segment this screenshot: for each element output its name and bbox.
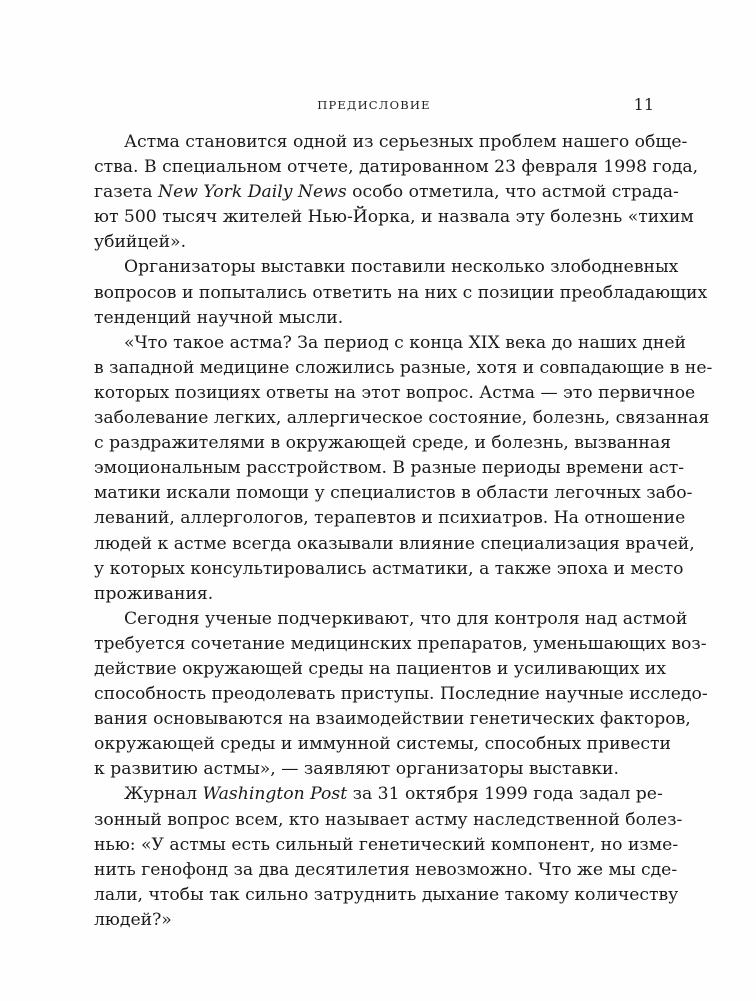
text-segment: требуется сочетание медицинских препаратов, уменьшающих воз- [94, 633, 707, 654]
text-segment: людей к астме всегда оказывали влияние специализация врачей, [94, 533, 695, 554]
text-line [94, 632, 707, 657]
italic-title: Washington Post [202, 784, 348, 805]
text-line [94, 707, 691, 732]
text-segment: убийцей». [94, 232, 187, 253]
text-segment: особо отметила, что астмой страда- [346, 182, 679, 203]
text-line [94, 155, 699, 180]
text-segment: Астма становится одной из серьезных проблем нашего обще- [124, 132, 688, 152]
text-line [94, 506, 686, 531]
text-segment: за 31 октября 1999 года задал ре- [347, 784, 663, 805]
text-line [94, 255, 679, 280]
text-line [94, 808, 683, 833]
text-line [94, 306, 654, 331]
text-segment: ют 500 тысяч жителей Нью-Йорка, и назвала эту болезнь «тихим [94, 207, 694, 228]
text-segment: леваний, аллергологов, терапевтов и психиатров. На отношение [94, 508, 686, 529]
text-line [94, 582, 654, 607]
text-line [94, 406, 710, 431]
text-segment: проживания. [94, 583, 214, 604]
text-line [94, 130, 688, 155]
text-segment: Организаторы выставки поставили несколько злободневных [124, 257, 679, 278]
text-line [94, 732, 671, 757]
text-segment: эмоциональным расстройством. В разные периоды времени аст- [94, 458, 685, 479]
text-line [94, 557, 684, 582]
text-line [94, 682, 708, 707]
text-line [94, 230, 654, 255]
text-line [94, 331, 686, 356]
text-line [94, 657, 667, 682]
text-line [94, 532, 695, 557]
italic-title: New York Daily News [158, 182, 347, 203]
text-line [94, 381, 696, 406]
text-line [94, 205, 694, 230]
text-segment: нью: «У астмы есть сильный генетический компонент, но изме- [94, 834, 679, 855]
text-segment: к развитию астмы», — заявляют организаторы выставки. [94, 759, 619, 780]
text-segment: вопросов и попытались ответить на них с позиции преобладающих [94, 282, 708, 303]
text-segment: Сегодня ученые подчеркивают, что для контроля над астмой [124, 608, 688, 629]
text-segment: матики искали помощи у специалистов в области легочных забо- [94, 483, 693, 504]
paragraph [94, 331, 713, 607]
text-segment: заболевание легких, аллергическое состояние, болезнь, связанная [94, 408, 710, 429]
text-line [94, 858, 678, 883]
text-line [94, 908, 654, 933]
text-line [94, 607, 688, 632]
text-segment: Журнал [124, 784, 203, 805]
paragraph [94, 607, 708, 783]
text-segment: нить генофонд за два десятилетия невозможно. Что же мы сде- [94, 859, 678, 880]
text-segment: «Что такое астма? За период с конца XIX века до наших дней [124, 332, 686, 353]
text-line [94, 782, 663, 807]
text-segment: вания основываются на взаимодействии генетических факторов, [94, 709, 691, 730]
paragraph [94, 130, 699, 255]
text-segment: действие окружающей среды на пациентов и усиливающих их [94, 658, 667, 679]
text-segment: газета [94, 182, 159, 203]
text-segment: людей?» [94, 909, 172, 930]
running-head [94, 95, 654, 115]
text-segment: окружающей среды и иммунной системы, способных привести [94, 734, 671, 755]
running-title: ПРЕДИСЛОВИЕ [317, 98, 431, 112]
body-text [94, 130, 713, 933]
paragraph [94, 782, 683, 933]
text-segment: в западной медицине сложились разные, хотя и совпадающие в не- [94, 357, 713, 378]
text-line [94, 431, 671, 456]
text-line [94, 180, 679, 205]
text-segment: тенденций научной мысли. [94, 307, 344, 328]
text-line [94, 481, 693, 506]
page-number: 11 [633, 95, 654, 114]
text-segment: способность преодолевать приступы. Последние научные исследо- [94, 684, 708, 705]
text-line [94, 833, 679, 858]
text-segment: ства. В специальном отчете, датированном 23 февраля 1998 года, [94, 157, 699, 178]
text-segment: с раздражителями в окружающей среде, и болезнь, вызванная [94, 433, 671, 454]
text-segment: у которых консультировались астматики, а также эпоха и место [94, 558, 684, 579]
text-line [94, 281, 708, 306]
text-segment: которых позициях ответы на этот вопрос. Астма — это первичное [94, 382, 696, 403]
text-line [94, 456, 685, 481]
text-segment: зонный вопрос всем, кто называет астму наследственной болез- [94, 809, 683, 830]
text-line [94, 757, 654, 782]
text-line [94, 883, 679, 908]
paragraph [94, 255, 708, 330]
text-line [94, 356, 713, 381]
text-segment: лали, чтобы так сильно затруднить дыхание такому количеству [94, 884, 679, 905]
